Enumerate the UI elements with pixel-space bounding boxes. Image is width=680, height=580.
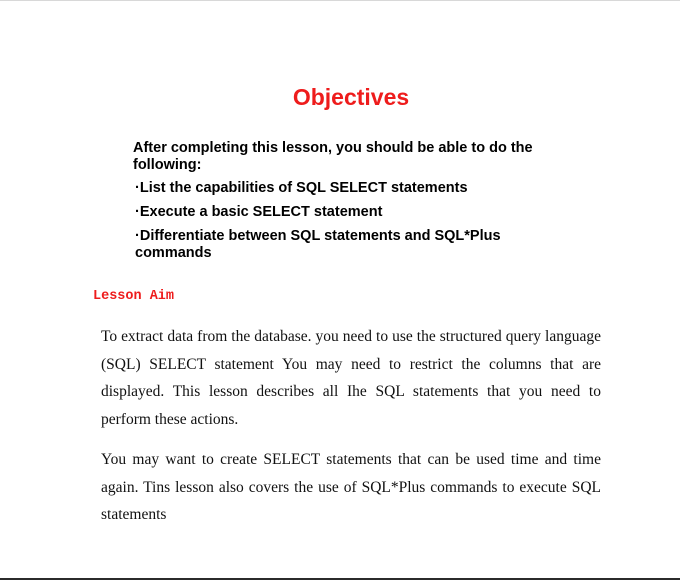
list-item: [135, 180, 575, 197]
objectives-list: [135, 180, 575, 269]
objective-text: List the capabilities of SQL SELECT statements: [139, 180, 468, 196]
body-paragraph: To extract data from the database. you need to use the structured query language (SQL) SELECT statement You may need to restrict the columns that are displayed. This lesson describes all Ihe SQL statements that you need to perform these actions.: [101, 328, 601, 429]
list-item: [135, 228, 575, 262]
bullet-marker: ·: [135, 204, 140, 220]
bullet-marker: ·: [135, 228, 140, 244]
objective-text: Differentiate between SQL statements and SQL*Plus commands: [135, 228, 501, 261]
list-item: [135, 204, 575, 221]
bullet-marker: ·: [135, 180, 140, 196]
section-heading-lesson-aim: Lesson Aim: [93, 289, 175, 304]
body-paragraph: You may want to create SELECT statements that can be used time and time again. Tins lesson also covers the use of SQL*Plus commands to execute SQL statements: [101, 451, 601, 524]
objectives-intro: After completing this lesson, you should be able to do the following:: [133, 140, 533, 173]
page-title: Objectives: [292, 84, 410, 110]
objective-text: Execute a basic SELECT statement: [139, 204, 383, 220]
